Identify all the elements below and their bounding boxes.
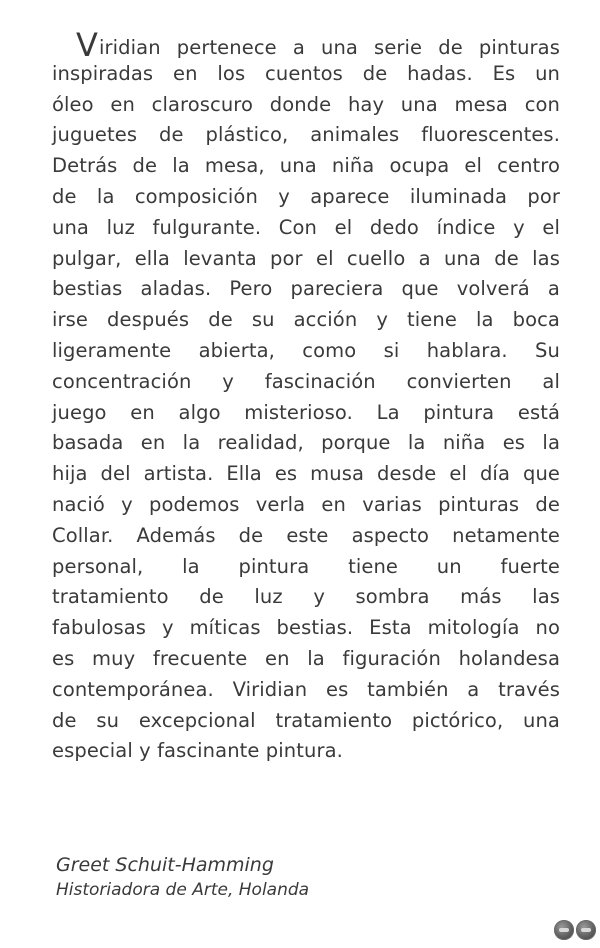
article-line-17: Collar. Además de este aspecto netamente [52,523,560,547]
article-line-22: contemporánea. Viridian es también a través [52,677,560,701]
article-line-18: personal, la pintura tiene un fuerte [52,554,560,578]
article-line-19: tratamiento de luz y sombra más las [52,585,560,609]
article-line-10: irse después de su acción y tiene la boca [52,308,560,332]
article-line-20: fabulosas y míticas bestias. Esta mitología no [52,616,560,640]
article-line-6: de la composición y aparece iluminada por [52,184,560,208]
circle-badge-icon[interactable] [576,920,596,940]
article-line-12: concentración y fascinación convierten al [52,369,560,393]
article-line-1-text: iridian pertenece a una serie de pinturas [99,36,560,59]
article-line-23: de su excepcional tratamiento pictórico, una [52,708,560,732]
article-line-2: inspiradas en los cuentos de hadas. Es un [52,61,560,85]
article-line-13: juego en algo misterioso. La pintura está [52,400,560,424]
signature-block [56,852,536,902]
article-line-9: bestias aladas. Pero pareciera que volverá a [52,277,560,301]
article-line-7: una luz fulgurante. Con el dedo índice y el [52,215,560,239]
author-name: Greet Schuit-Hamming [56,854,274,876]
author-role: Historiadora de Arte, Holanda [56,880,310,900]
article-line-11: ligeramente abierta, como si hablara. Su [52,338,560,362]
article-line-4: juguetes de plástico, animales fluorescentes. [52,123,560,147]
article-line-1 [52,26,560,64]
article-line-24: especial y fascinante pintura. [52,739,343,763]
drop-cap: V [76,26,98,64]
article-line-16: nació y podemos verla en varias pinturas de [52,492,560,516]
article-line-5: Detrás de la mesa, una niña ocupa el centro [52,154,560,178]
article-line-3: óleo en claroscuro donde hay una mesa con [52,92,560,116]
article-line-21: es muy frecuente en la figuración holandesa [52,646,560,670]
article-line-8: pulgar, ella levanta por el cuello a una de las [52,246,560,270]
circle-badge-icon[interactable] [554,920,574,940]
article-body [52,28,560,767]
article-line-14: basada en la realidad, porque la niña es la [52,431,560,455]
corner-badges [554,920,598,942]
article-line-15: hija del artista. Ella es musa desde el día que [52,462,560,486]
